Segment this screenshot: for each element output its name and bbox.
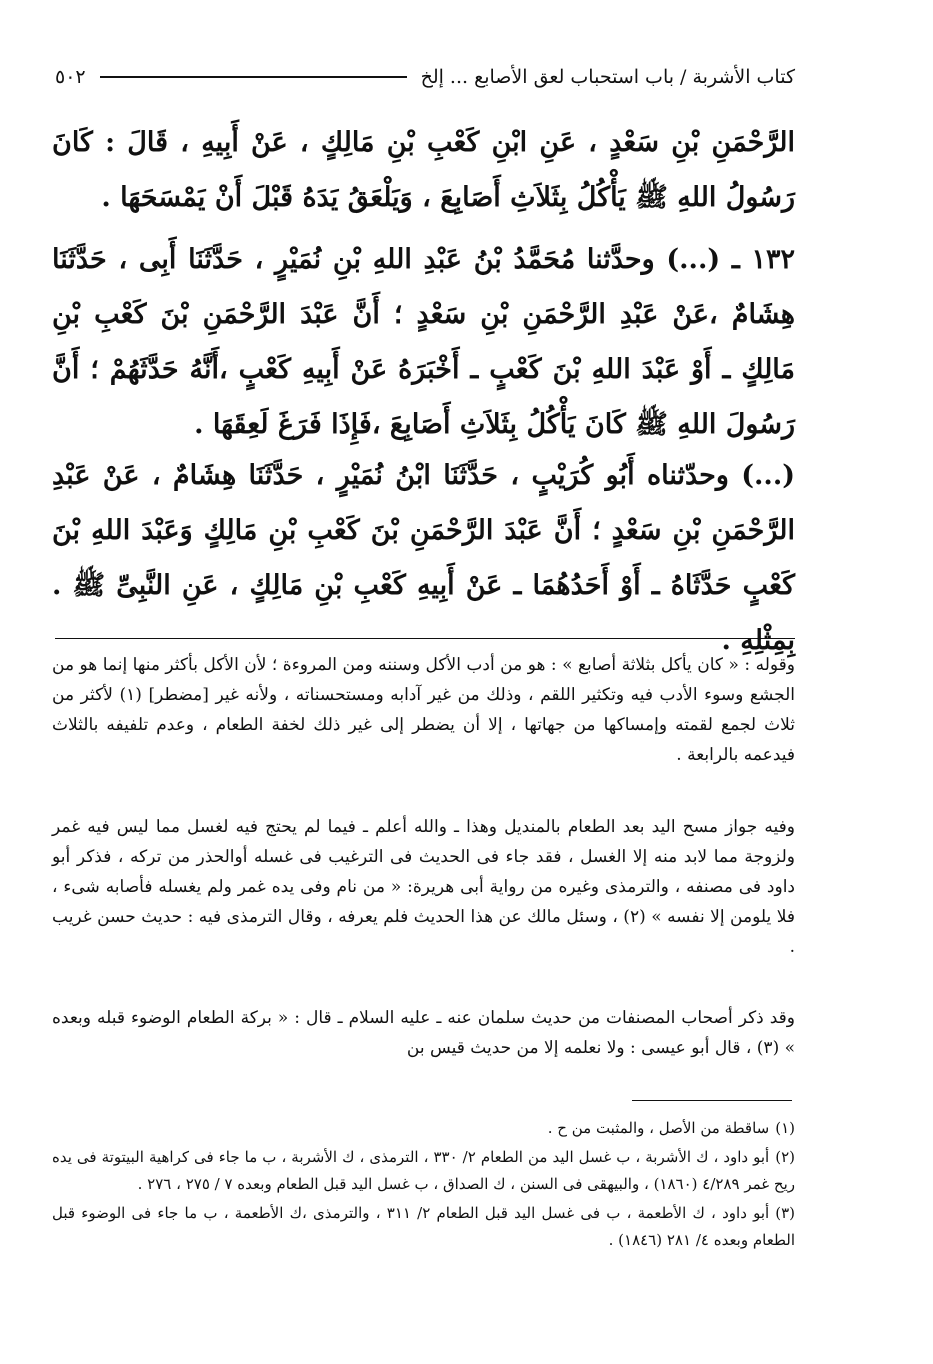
hadith-132: ١٣٢ ـ (...) وحدَّثنا مُحَمَّدُ بْنُ عَبْدِ اللهِ بْنِ نُمَيْرٍ ، حَدَّثَنَا أَبِى ، حَدَّثَنَا هِشَامٌ ،عَنْ عَبْدِ الرَّحْمَنِ بْنِ سَعْدٍ ؛ أَنَّ عَبْدَ الرَّحْمَنِ بْنَ كَعْبِ بْنِ مَالِكٍ ـ أَوْ عَبْدَ اللهِ بْنَ كَعْبٍ ـ أَخْبَرَهُ عَنْ أَبِيهِ كَعْبٍ ،أَنَّهُ حَدَّثَهُمْ ؛ أَنَّ رَسُولَ اللهِ ﷺ كَانَ يَأْكُلُ بِثَلاَثِ أَصَابِعَ ،فَإِذَا فَرَغَ لَعِقَهَا . — [52, 244, 795, 440]
footnote-text: أبو داود ، ك الأطعمة ، ب فى غسل اليد قبل الطعام ٢/ ٣١١ ، والترمذى ،ك الأطعمة ، ب ما جاء فى الوضوء قبل الطعام وبعده ٤/ ٢٨١ (١٨٤٦) . — [52, 1204, 795, 1249]
commentary-separator — [55, 638, 795, 639]
commentary-paragraph: وقوله : « كان يأكل بثلاثة أصابع » : هو من أدب الأكل وسننه ومن المروءة ؛ لأن الأكل بأكثر منها إنما هو من الجشع وسوء الأدب فيه وتكثير اللقم ، وذلك من غير آدابه ومستحسناته ، ولأنه غير [مضطر] (١) لأكثر من ثلاث لجمع لقمته وإمساكها من جهاتها ، إلا أن يضطر إلى غير ذلك لخفة الطعام ، وعدم تلفيفه بالثلاث فيدعمه بالرابعة . — [52, 655, 795, 765]
footnote-number: (٣) — [775, 1204, 795, 1222]
footnote-text: أبو داود ، ك الأشربة ، ب غسل اليد من الطعام ٢/ ٣٣٠ ، الترمذى ، ك الأشربة ، ب ما جاء فى كراهية البيتوتة فى يده ريح غمر ٤/٢٨٩ (١٨٦٠) ، والبيهقى فى السنن ، ك الصداق ، ب غسل اليد قبل الطعام وبعده ٧ / ٢٧٥ ، ٢٧٦ . — [52, 1148, 795, 1193]
commentary-paragraph: وقد ذكر أصحاب المصنفات من حديث سلمان عنه ـ عليه السلام ـ قال : « بركة الطعام الوضوء قبله وبعده » (٣) ، قال أبو عيسى : ولا نعلمه إلا من حديث قيس بن — [52, 1008, 795, 1058]
footnote-number: (١) — [775, 1119, 795, 1137]
running-title: كتاب الأشربة / باب استحباب لعق الأصابع ... إلخ — [420, 66, 795, 88]
footnote — [52, 1144, 795, 1198]
footnote — [52, 1200, 795, 1254]
footnote — [52, 1115, 795, 1142]
header-rule — [100, 76, 407, 78]
footnote-number: (٢) — [775, 1148, 796, 1166]
commentary-paragraph: وفيه جواز مسح اليد بعد الطعام بالمنديل وهذا ـ والله أعلم ـ فيما لم يحتج فيه لغسل مما ليس فيه غمر ولزوجة مما لابد منه إلا الغسل ، فقد جاء فى الحديث فى الترغيب فى غسله أوالحذر من تركه ، فذكر أبو داود فى مصنفه ، والترمذى وغيره من رواية أبى هريرة: « من نام وفى يده غمر ولم يغسله فأصابه شىء ، فلا يلومن إلا نفسه » (٢) ، وسئل مالك عن هذا الحديث فلم يعرفه ، وقال الترمذى فيه : حديث حسن غريب . — [52, 817, 795, 957]
hadith-text-continuation: الرَّحْمَنِ بْنِ سَعْدٍ ، عَنِ ابْنِ كَعْبِ بْنِ مَالِكٍ ، عَنْ أَبِيهِ ، قَالَ : كَانَ رَسُولُ اللهِ ﷺ يَأْكُلُ بِثَلاَثِ أَصَابِعَ ، وَيَلْعَقُ يَدَهُ قَبْلَ أَنْ يَمْسَحَهَا . — [52, 127, 795, 213]
footnotes — [52, 1115, 795, 1256]
hadith-132-variant: (...) وحدّثناه أَبُو كُرَيْبٍ ، حَدَّثَنَا ابْنُ نُمَيْرٍ ، حَدَّثَنَا هِشَامٌ ، عَنْ عَبْدِ الرَّحْمَنِ بْنِ سَعْدٍ ؛ أَنَّ عَبْدَ الرَّحْمَنِ بْنَ كَعْبِ بْنِ مَالِكٍ وَعَبْدَ اللهِ بْنَ كَعْبٍ حَدَّثَاهُ ـ أَوْ أَحَدُهُمَا ـ عَنْ أَبِيهِ كَعْبِ بْنِ مَالِكٍ ، عَنِ النَّبِىِّ ﷺ . بِمِثْلِهِ . — [52, 460, 795, 656]
footnote-separator — [632, 1100, 792, 1101]
page-number: ٥٠٢ — [55, 66, 86, 88]
running-header — [55, 62, 795, 92]
footnote-text: ساقطة من الأصل ، والمثبت من ح . — [547, 1119, 770, 1137]
